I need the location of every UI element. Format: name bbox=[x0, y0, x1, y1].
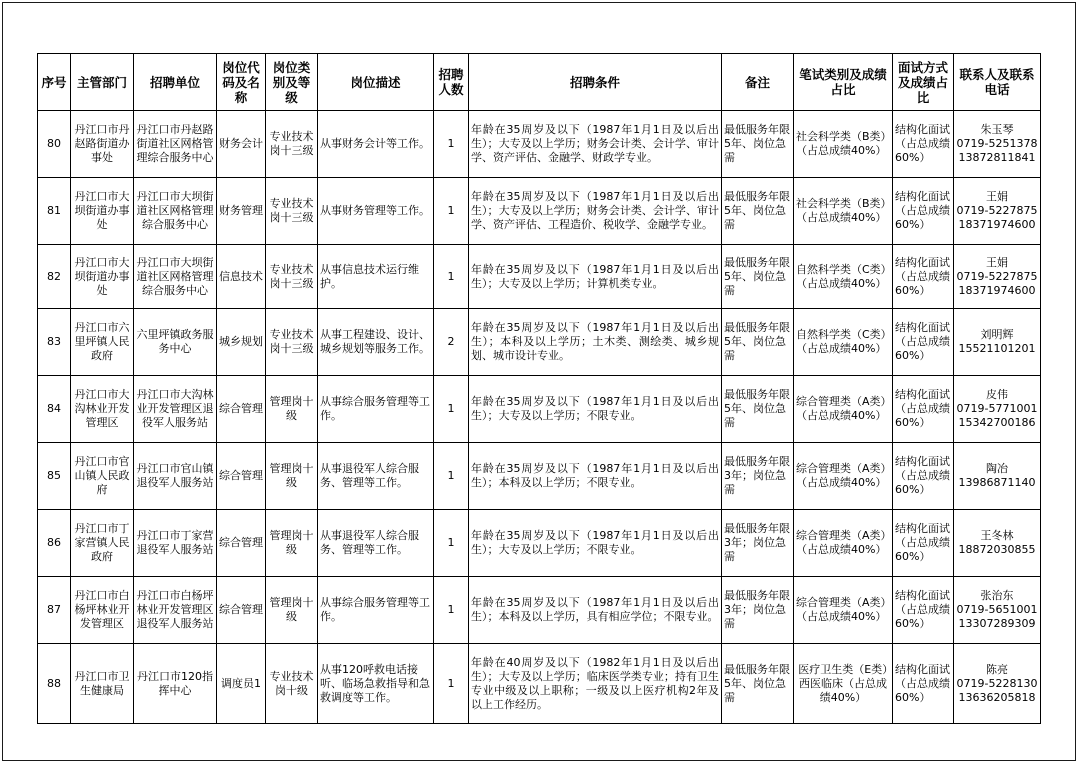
cell-seq: 80 bbox=[38, 111, 71, 178]
cell-category: 管理岗十级 bbox=[266, 443, 318, 510]
table-row bbox=[38, 577, 1041, 644]
table-row bbox=[38, 309, 1041, 376]
cell-contact bbox=[954, 443, 1041, 510]
cell-count: 1 bbox=[434, 577, 469, 644]
header-category: 岗位类别及等级 bbox=[266, 54, 318, 111]
cell-conditions: 年龄在35周岁及以下（1987年1月1日及以后出生）；大专及以上学历；财务会计类、会计学、审计学、资产评估、金融学、财政学专业。 bbox=[469, 111, 722, 178]
header-unit: 招聘单位 bbox=[134, 54, 217, 111]
cell-written: 自然科学类（C类）（占总成绩40%） bbox=[794, 309, 893, 376]
contact-phone: 0719-5227875 bbox=[956, 204, 1038, 217]
contact-phone: 15521101201 bbox=[958, 342, 1036, 355]
cell-seq: 82 bbox=[38, 245, 71, 309]
contact-name: 朱玉琴 bbox=[980, 123, 1014, 136]
cell-category: 管理岗十级 bbox=[266, 577, 318, 644]
cell-count: 1 bbox=[434, 111, 469, 178]
cell-count: 1 bbox=[434, 245, 469, 309]
contact-name: 陶冶 bbox=[986, 462, 1008, 475]
cell-unit: 丹江口市大坝街道社区网格管理综合服务中心 bbox=[134, 245, 217, 309]
header-row bbox=[38, 54, 1041, 111]
cell-category: 专业技术岗十三级 bbox=[266, 309, 318, 376]
cell-unit: 六里坪镇政务服务中心 bbox=[134, 309, 217, 376]
cell-desc: 从事财务管理等工作。 bbox=[318, 178, 434, 245]
cell-note: 最低服务年限5年、岗位急需 bbox=[722, 178, 794, 245]
cell-interview: 结构化面试（占总成绩60%） bbox=[893, 510, 954, 577]
cell-contact bbox=[954, 309, 1041, 376]
cell-desc: 从事信息技术运行维护。 bbox=[318, 245, 434, 309]
cell-unit: 丹江口市官山镇退役军人服务站 bbox=[134, 443, 217, 510]
cell-desc: 从事退役军人综合服务、管理等工作。 bbox=[318, 510, 434, 577]
cell-conditions: 年龄在35周岁及以下（1987年1月1日及以后出生）；本科及以上学历；不限专业。 bbox=[469, 443, 722, 510]
cell-category: 管理岗十级 bbox=[266, 376, 318, 443]
cell-conditions: 年龄在35周岁及以下（1987年1月1日及以后出生）；本科及以上学历；土木类、测绘类、城乡规划、城市设计专业。 bbox=[469, 309, 722, 376]
cell-desc: 从事综合服务管理等工作。 bbox=[318, 376, 434, 443]
cell-count: 1 bbox=[434, 443, 469, 510]
cell-category: 专业技术岗十三级 bbox=[266, 178, 318, 245]
cell-unit: 丹江口市丹赵路街道社区网格管理综合服务中心 bbox=[134, 111, 217, 178]
cell-desc: 从事财务会计等工作。 bbox=[318, 111, 434, 178]
cell-note: 最低服务年限5年、岗位急需 bbox=[722, 376, 794, 443]
cell-code: 综合管理 bbox=[217, 510, 266, 577]
cell-conditions: 年龄在40周岁及以下（1982年1月1日及以后出生）；大专及以上学历；临床医学类专业；持有卫生专业中级及以上职称；一级及以上医疗机构2年及以上工作经历。 bbox=[469, 644, 722, 724]
table-row bbox=[38, 644, 1041, 724]
cell-note: 最低服务年限3年；岗位急需 bbox=[722, 510, 794, 577]
cell-category: 专业技术岗十级 bbox=[266, 644, 318, 724]
cell-dept: 丹江口市六里坪镇人民政府 bbox=[71, 309, 134, 376]
cell-written: 自然科学类（C类）（占总成绩40%） bbox=[794, 245, 893, 309]
cell-contact bbox=[954, 376, 1041, 443]
cell-interview: 结构化面试（占总成绩60%） bbox=[893, 111, 954, 178]
cell-note: 最低服务年限5年、岗位急需 bbox=[722, 309, 794, 376]
cell-category: 专业技术岗十三级 bbox=[266, 111, 318, 178]
cell-dept: 丹江口市大沟林业开发管理区 bbox=[71, 376, 134, 443]
cell-conditions: 年龄在35周岁及以下（1987年1月1日及以后出生）；本科及以上学历，具有相应学位；不限专业。 bbox=[469, 577, 722, 644]
contact-name: 陈亮 bbox=[986, 662, 1008, 676]
cell-contact bbox=[954, 510, 1041, 577]
recruitment-table bbox=[37, 53, 1041, 724]
cell-dept: 丹江口市丹赵路街道办事处 bbox=[71, 111, 134, 178]
cell-written: 综合管理类（A类）（占总成绩40%） bbox=[794, 577, 893, 644]
contact-phone: 0719-5227875 bbox=[956, 269, 1038, 283]
contact-name: 张治东 bbox=[980, 589, 1014, 602]
table-row bbox=[38, 376, 1041, 443]
cell-code: 财务管理 bbox=[217, 178, 266, 245]
header-interview: 面试方式及成绩占比 bbox=[893, 54, 954, 111]
cell-written: 社会科学类（B类）（占总成绩40%） bbox=[794, 178, 893, 245]
header-desc: 岗位描述 bbox=[318, 54, 434, 111]
cell-note: 最低服务年限5年、岗位急需 bbox=[722, 111, 794, 178]
contact-phone: 0719-5771001 bbox=[956, 402, 1038, 415]
cell-written: 社会科学类（B类）（占总成绩40%） bbox=[794, 111, 893, 178]
contact-name: 刘明辉 bbox=[980, 328, 1014, 341]
cell-contact bbox=[954, 111, 1041, 178]
cell-note: 最低服务年限5年、岗位急需 bbox=[722, 245, 794, 309]
cell-count: 1 bbox=[434, 376, 469, 443]
cell-interview: 结构化面试（占总成绩60%） bbox=[893, 376, 954, 443]
table-row bbox=[38, 111, 1041, 178]
cell-dept: 丹江口市大坝街道办事处 bbox=[71, 245, 134, 309]
cell-contact bbox=[954, 644, 1041, 724]
cell-seq: 85 bbox=[38, 443, 71, 510]
cell-dept: 丹江口市大坝街道办事处 bbox=[71, 178, 134, 245]
header-code: 岗位代码及名称 bbox=[217, 54, 266, 111]
cell-code: 综合管理 bbox=[217, 577, 266, 644]
header-conditions: 招聘条件 bbox=[469, 54, 722, 111]
cell-conditions: 年龄在35周岁及以下（1987年1月1日及以后出生）；大专及以上学历；计算机类专业。 bbox=[469, 245, 722, 309]
cell-written: 综合管理类（A类）（占总成绩40%） bbox=[794, 443, 893, 510]
cell-count: 1 bbox=[434, 644, 469, 724]
table-row bbox=[38, 245, 1041, 309]
contact-phone: 15342700186 bbox=[958, 416, 1036, 429]
cell-seq: 87 bbox=[38, 577, 71, 644]
cell-interview: 结构化面试（占总成绩60%） bbox=[893, 245, 954, 309]
cell-desc: 从事工程建设、设计、城乡规划等服务工作。 bbox=[318, 309, 434, 376]
cell-unit: 丹江口市大沟林业开发管理区退役军人服务站 bbox=[134, 376, 217, 443]
cell-interview: 结构化面试（占总成绩60%） bbox=[893, 577, 954, 644]
cell-count: 2 bbox=[434, 309, 469, 376]
cell-conditions: 年龄在35周岁及以下（1987年1月1日及以后出生）；大专及以上学历；不限专业。 bbox=[469, 510, 722, 577]
contact-phone: 13986871140 bbox=[958, 476, 1036, 489]
header-note: 备注 bbox=[722, 54, 794, 111]
cell-interview: 结构化面试（占总成绩60%） bbox=[893, 309, 954, 376]
contact-phone: 13872811841 bbox=[958, 151, 1036, 164]
header-contact: 联系人及联系电话 bbox=[954, 54, 1041, 111]
contact-phone: 18371974600 bbox=[958, 218, 1036, 231]
header-count: 招聘人数 bbox=[434, 54, 469, 111]
cell-interview: 结构化面试（占总成绩60%） bbox=[893, 443, 954, 510]
cell-unit: 丹江口市白杨坪林业开发管理区退役军人服务站 bbox=[134, 577, 217, 644]
cell-contact bbox=[954, 577, 1041, 644]
contact-phone: 13307289309 bbox=[958, 617, 1036, 630]
contact-name: 王娟 bbox=[986, 190, 1008, 203]
cell-seq: 81 bbox=[38, 178, 71, 245]
cell-dept: 丹江口市官山镇人民政府 bbox=[71, 443, 134, 510]
header-written: 笔试类别及成绩占比 bbox=[794, 54, 893, 111]
cell-unit: 丹江口市丁家营退役军人服务站 bbox=[134, 510, 217, 577]
header-dept: 主管部门 bbox=[71, 54, 134, 111]
contact-phone: 13636205818 bbox=[958, 690, 1036, 704]
contact-phone: 18371974600 bbox=[958, 283, 1036, 297]
contact-name: 皮伟 bbox=[986, 388, 1008, 401]
contact-phone: 18872030855 bbox=[958, 543, 1036, 556]
cell-dept: 丹江口市白杨坪林业开发管理区 bbox=[71, 577, 134, 644]
cell-unit: 丹江口市120指挥中心 bbox=[134, 644, 217, 724]
cell-dept: 丹江口市丁家营镇人民政府 bbox=[71, 510, 134, 577]
contact-phone: 0719-5251378 bbox=[956, 137, 1038, 150]
cell-interview: 结构化面试（占总成绩60%） bbox=[893, 178, 954, 245]
cell-count: 1 bbox=[434, 510, 469, 577]
cell-seq: 84 bbox=[38, 376, 71, 443]
cell-unit: 丹江口市大坝街道社区网格管理综合服务中心 bbox=[134, 178, 217, 245]
cell-seq: 83 bbox=[38, 309, 71, 376]
contact-phone: 0719-5228130 bbox=[956, 676, 1038, 690]
cell-conditions: 年龄在35周岁及以下（1987年1月1日及以后出生）；大专及以上学历；财务会计类、会计学、审计学、资产评估、工程造价、税收学、金融学专业。 bbox=[469, 178, 722, 245]
cell-note: 最低服务年限3年；岗位急需 bbox=[722, 577, 794, 644]
cell-dept: 丹江口市卫生健康局 bbox=[71, 644, 134, 724]
contact-phone: 0719-5651001 bbox=[956, 603, 1038, 616]
cell-seq: 88 bbox=[38, 644, 71, 724]
contact-name: 王冬林 bbox=[980, 529, 1014, 542]
contact-name: 王娟 bbox=[986, 255, 1008, 269]
cell-written: 综合管理类（A类）（占总成绩40%） bbox=[794, 376, 893, 443]
cell-code: 调度员1 bbox=[217, 644, 266, 724]
cell-category: 管理岗十级 bbox=[266, 510, 318, 577]
cell-written: 综合管理类（A类）（占总成绩40%） bbox=[794, 510, 893, 577]
cell-note: 最低服务年限3年；岗位急需 bbox=[722, 443, 794, 510]
header-seq: 序号 bbox=[38, 54, 71, 111]
cell-contact bbox=[954, 178, 1041, 245]
cell-interview: 结构化面试（占总成绩60%） bbox=[893, 644, 954, 724]
cell-code: 财务会计 bbox=[217, 111, 266, 178]
cell-code: 综合管理 bbox=[217, 376, 266, 443]
cell-note: 最低服务年限5年、岗位急需 bbox=[722, 644, 794, 724]
cell-code: 综合管理 bbox=[217, 443, 266, 510]
table-row bbox=[38, 510, 1041, 577]
cell-contact bbox=[954, 245, 1041, 309]
cell-count: 1 bbox=[434, 178, 469, 245]
cell-desc: 从事120呼救电话接听、临场急救指导和急救调度等工作。 bbox=[318, 644, 434, 724]
cell-desc: 从事综合服务管理等工作。 bbox=[318, 577, 434, 644]
cell-category: 专业技术岗十三级 bbox=[266, 245, 318, 309]
cell-written: 医疗卫生类（E类）西医临床（占总成绩40%） bbox=[794, 644, 893, 724]
table-row bbox=[38, 178, 1041, 245]
cell-code: 城乡规划 bbox=[217, 309, 266, 376]
table-row bbox=[38, 443, 1041, 510]
cell-seq: 86 bbox=[38, 510, 71, 577]
cell-code: 信息技术 bbox=[217, 245, 266, 309]
cell-conditions: 年龄在35周岁及以下（1987年1月1日及以后出生）；大专及以上学历；不限专业。 bbox=[469, 376, 722, 443]
cell-desc: 从事退役军人综合服务、管理等工作。 bbox=[318, 443, 434, 510]
